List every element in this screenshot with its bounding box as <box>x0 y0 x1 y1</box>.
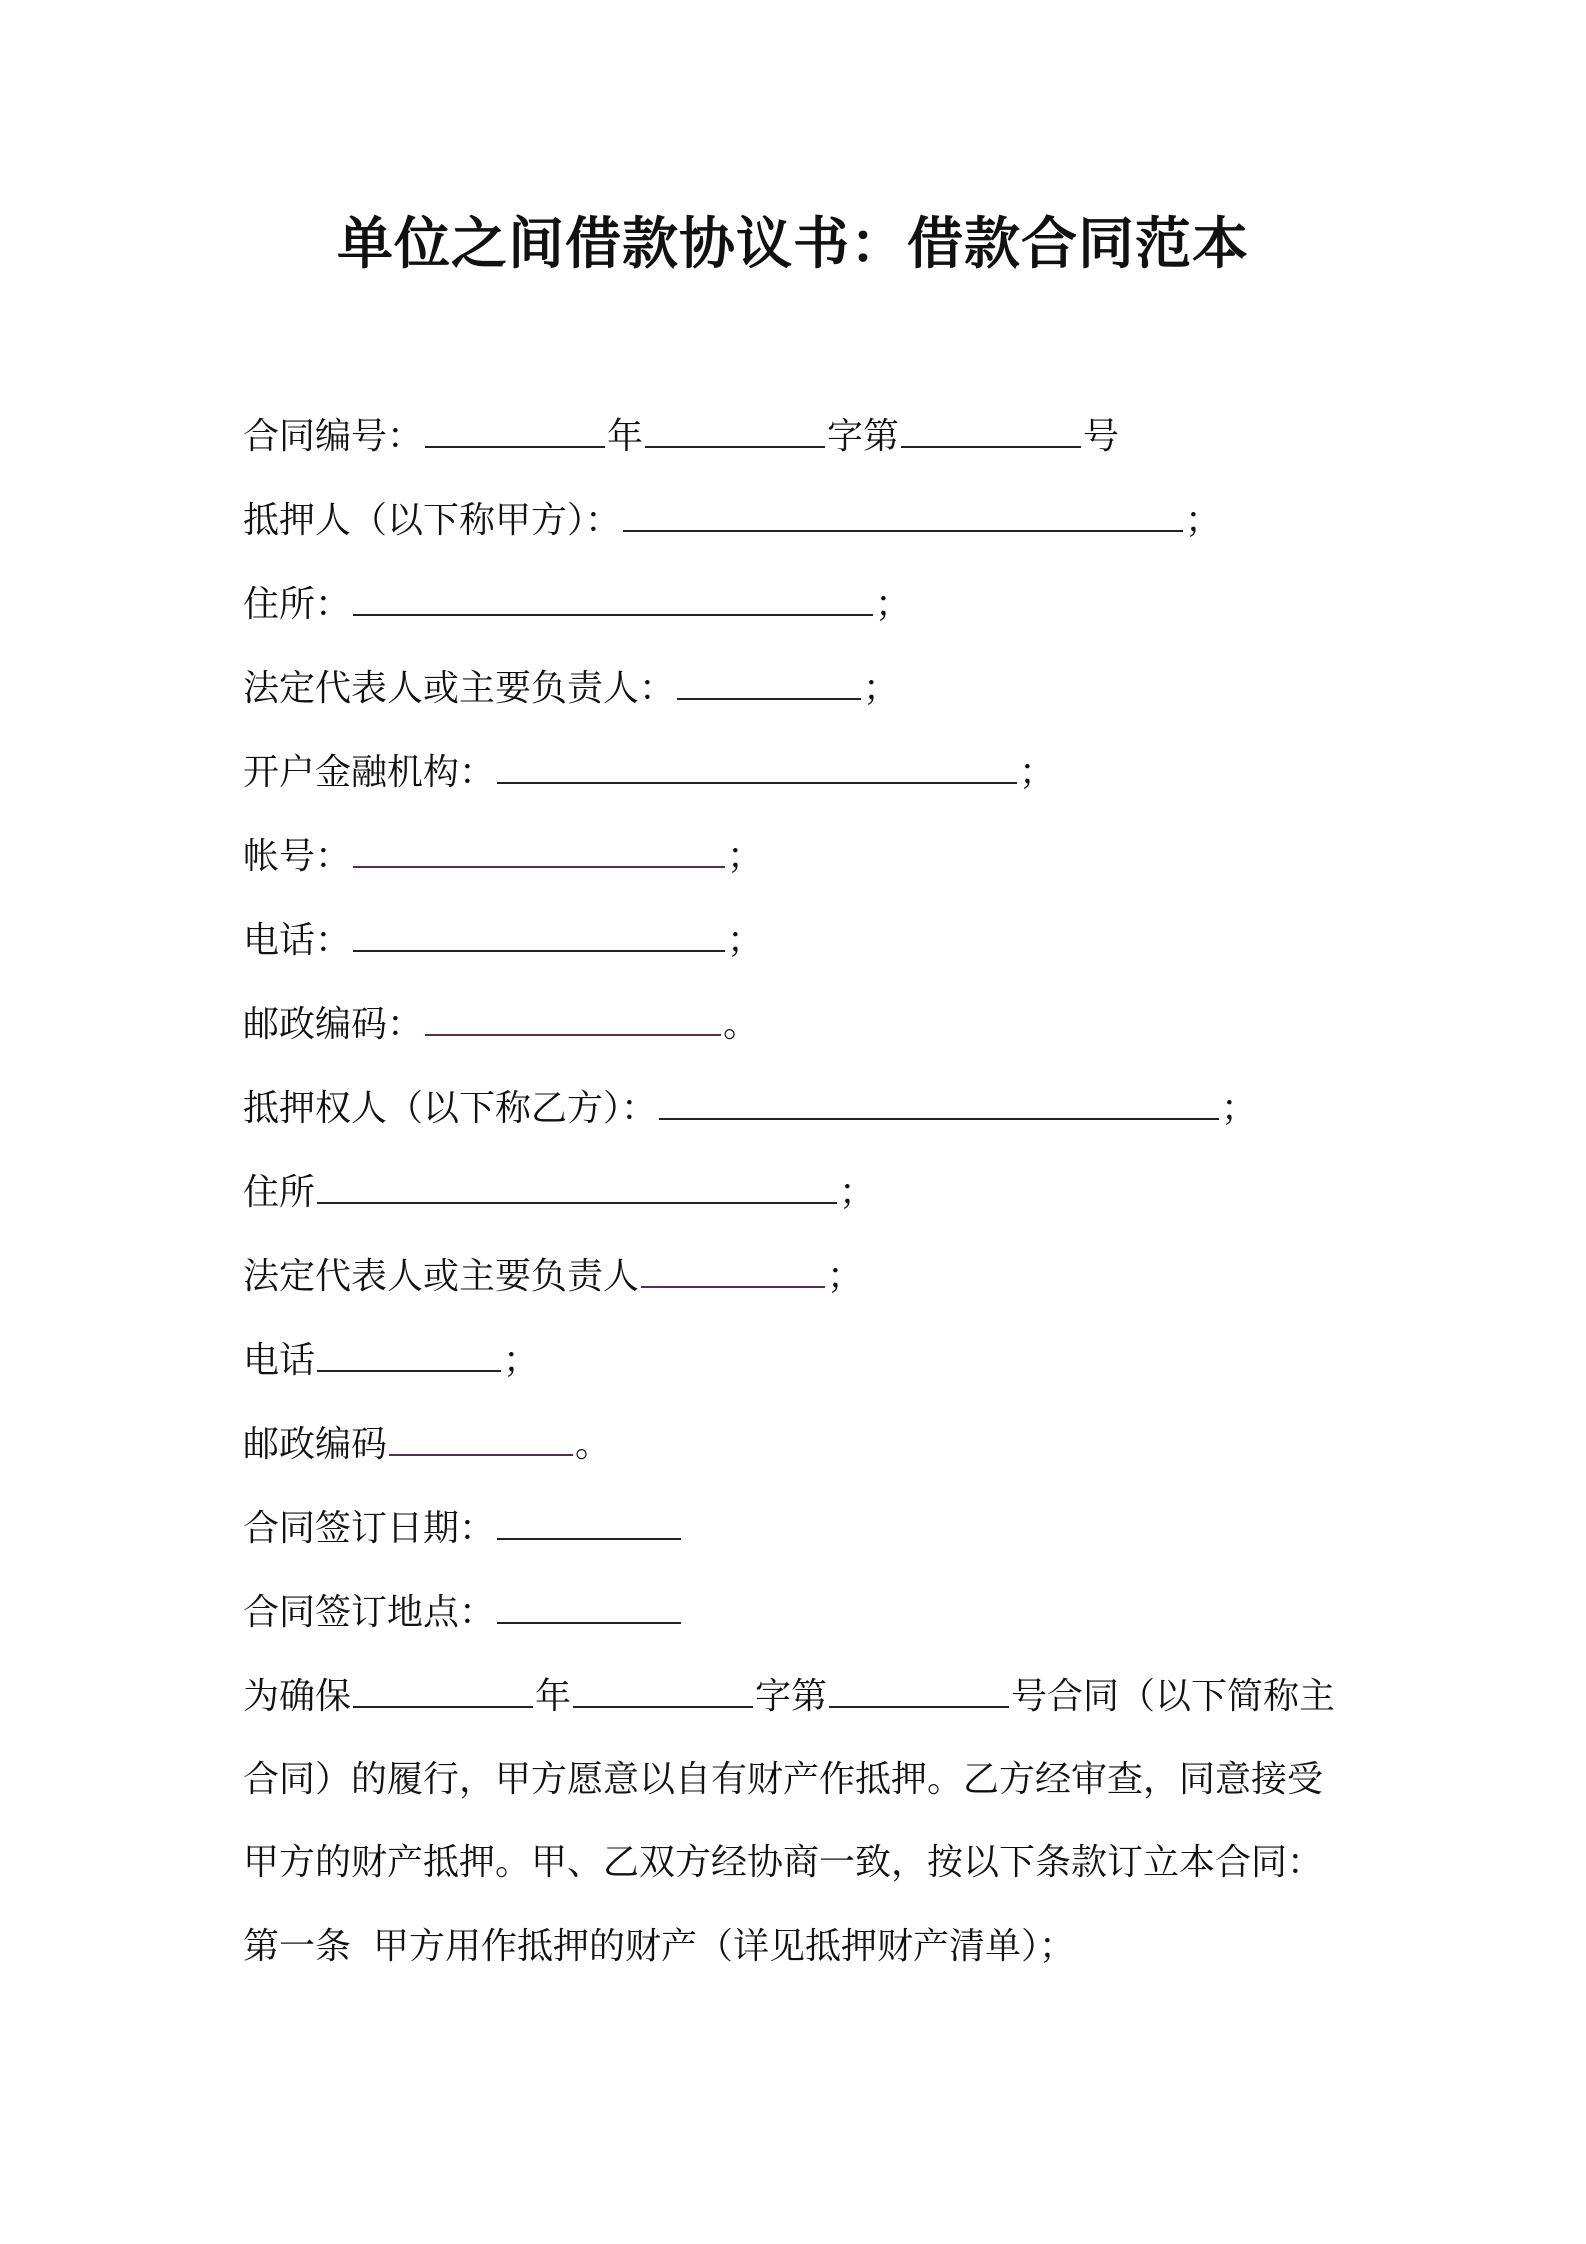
address-b-label: 住所 <box>243 1172 316 1213</box>
address-a-line <box>243 580 911 630</box>
bank-line <box>243 748 1055 798</box>
document-title: 单位之间借款协议书：借款合同范本 <box>337 212 1249 277</box>
postcode-b-line <box>243 1420 611 1470</box>
contract-number-line <box>243 412 1119 462</box>
mortgagor-label: 抵押人（以下称甲方）： <box>243 500 622 541</box>
bank-blank[interactable] <box>497 748 1017 784</box>
sign-place-line <box>243 1588 683 1638</box>
body-blank-3[interactable] <box>829 1672 1009 1708</box>
phone-a-label: 电话： <box>243 920 352 961</box>
body-line-3: 甲方的财产抵押。甲、乙双方经协商一致，按以下条款订立本合同： <box>243 1842 1324 1883</box>
legal-rep-b-label: 法定代表人或主要负责人 <box>243 1256 640 1297</box>
account-blank[interactable] <box>353 832 725 868</box>
phone-a-line <box>243 916 763 966</box>
bank-label: 开户金融机构： <box>243 752 496 793</box>
sign-place-blank[interactable] <box>497 1588 681 1624</box>
semicolon: ； <box>1221 1088 1258 1129</box>
sign-date-label: 合同签订日期： <box>243 1508 496 1549</box>
legal-rep-a-line <box>243 664 899 714</box>
legal-rep-b-line <box>243 1252 863 1302</box>
body-paragraph <box>243 1655 1363 1904</box>
legal-rep-a-label: 法定代表人或主要负责人： <box>243 668 676 709</box>
semicolon: ； <box>827 1256 864 1297</box>
phone-b-blank[interactable] <box>317 1336 501 1372</box>
body-line-1 <box>243 1655 1363 1738</box>
body-line-1-zi: 字第 <box>755 1676 828 1717</box>
account-line <box>243 832 763 882</box>
semicolon: ； <box>727 836 764 877</box>
legal-rep-b-blank[interactable] <box>641 1252 825 1288</box>
body-blank-1[interactable] <box>353 1672 533 1708</box>
phone-b-label: 电话 <box>243 1340 316 1381</box>
postcode-a-line <box>243 1000 759 1050</box>
contract-number-label: 合同编号： <box>243 416 424 457</box>
mortgagee-line <box>243 1084 1257 1134</box>
body-line-1-part-a: 为确保 <box>243 1676 352 1717</box>
body-line-2: 合同）的履行，甲方愿意以自有财产作抵押。乙方经审查，同意接受 <box>243 1759 1324 1800</box>
period: 。 <box>575 1424 612 1465</box>
article-1-line <box>243 1922 1075 1972</box>
phone-b-line <box>243 1336 539 1386</box>
address-b-line <box>243 1168 875 1218</box>
mortgagor-blank[interactable] <box>623 496 1183 532</box>
contract-number-blank-1[interactable] <box>425 412 605 448</box>
article-1-number: 第一条 <box>243 1926 352 1967</box>
semicolon: ； <box>727 920 764 961</box>
mortgagor-line <box>243 496 1221 546</box>
sign-date-line <box>243 1504 683 1554</box>
contract-number-year: 年 <box>607 416 644 457</box>
semicolon: ； <box>1185 500 1222 541</box>
period: 。 <box>723 1004 760 1045</box>
contract-number-hao: 号 <box>1083 416 1120 457</box>
semicolon: ； <box>839 1172 876 1213</box>
legal-rep-a-blank[interactable] <box>677 664 861 700</box>
address-a-blank[interactable] <box>353 580 873 616</box>
semicolon: ； <box>875 584 912 625</box>
body-line-1-part-d: 号合同（以下简称主 <box>1011 1676 1336 1717</box>
body-blank-2[interactable] <box>573 1672 753 1708</box>
sign-place-label: 合同签订地点： <box>243 1592 496 1633</box>
contract-number-zi: 字第 <box>827 416 900 457</box>
phone-a-blank[interactable] <box>353 916 725 952</box>
semicolon: ； <box>863 668 900 709</box>
article-1-text: 甲方用作抵押的财产（详见抵押财产清单）； <box>373 1926 1076 1967</box>
body-line-1-year: 年 <box>535 1676 572 1717</box>
postcode-b-label: 邮政编码 <box>243 1424 388 1465</box>
mortgagee-blank[interactable] <box>659 1084 1219 1120</box>
sign-date-blank[interactable] <box>497 1504 681 1540</box>
mortgagee-label: 抵押权人（以下称乙方）： <box>243 1088 658 1129</box>
semicolon: ； <box>503 1340 540 1381</box>
account-label: 帐号： <box>243 836 352 877</box>
semicolon: ； <box>1019 752 1056 793</box>
postcode-b-blank[interactable] <box>389 1420 573 1456</box>
address-a-label: 住所： <box>243 584 352 625</box>
postcode-a-blank[interactable] <box>425 1000 721 1036</box>
contract-number-blank-2[interactable] <box>645 412 825 448</box>
contract-number-blank-3[interactable] <box>901 412 1081 448</box>
postcode-a-label: 邮政编码： <box>243 1004 424 1045</box>
address-b-blank[interactable] <box>317 1168 837 1204</box>
